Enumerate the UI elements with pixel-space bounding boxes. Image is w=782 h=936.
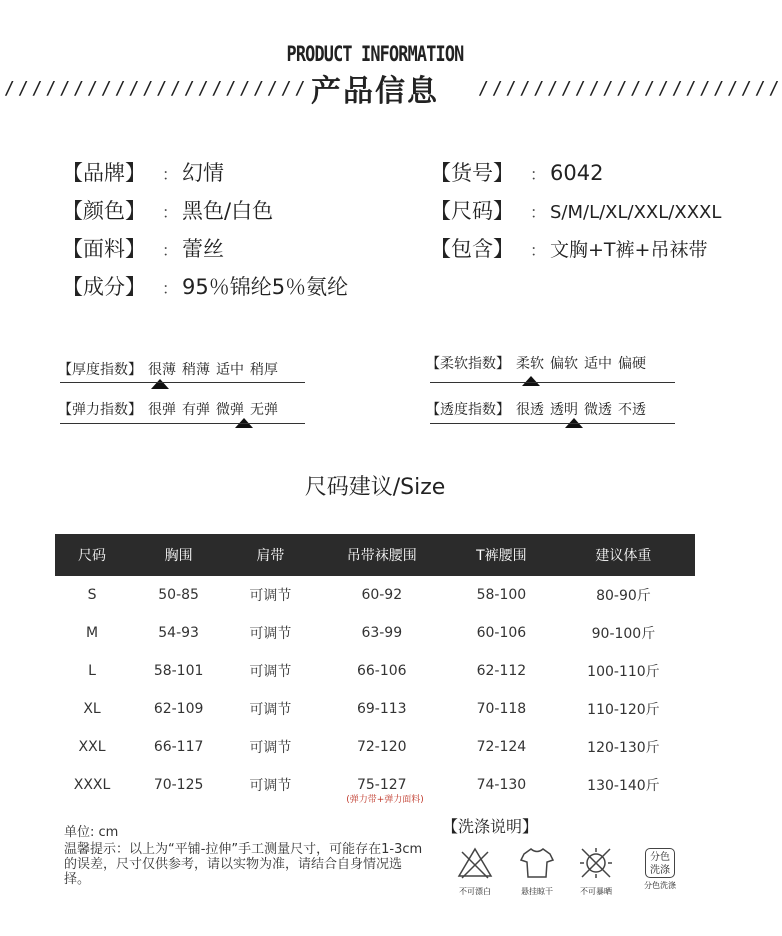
info-item-number [430,158,603,188]
index-name: 【柔软指数】 [426,356,510,372]
info-separator: ： [162,165,179,184]
info-value: 幻情 [182,161,224,185]
info-value: 文胸+T裤+吊袜带 [550,239,708,261]
index-option: 微透 [584,402,612,418]
table-cell: 70-125 [153,777,204,793]
header-cell: 尺码 [55,534,129,576]
title-chinese: 产品信息 [311,74,439,109]
info-label: 【货号】 [430,161,514,185]
wash-caption: 分色洗涤 [644,881,676,890]
wash-item [632,846,688,891]
table-cell: 58-100 [476,587,527,603]
table-row [55,690,695,728]
info-label: 【面料】 [62,237,146,261]
index-option: 很弹 [148,402,176,418]
index-marker-thickness [151,379,169,389]
info-label: 【颜色】 [62,199,146,223]
table-cell: 可调节 [249,778,292,794]
index-option: 偏软 [550,356,578,372]
table-cell: 可调节 [249,702,292,718]
table-cell: 110-120斤 [587,702,660,718]
table-cell: 130-140斤 [587,778,660,794]
table-cell: 90-100斤 [591,626,656,642]
table-cell: 63-99 [361,625,403,641]
header-cell: 胸围 [129,534,228,576]
info-includes [430,234,707,264]
info-separator: ： [530,203,547,222]
index-option: 柔软 [516,356,544,372]
table-cell: 50-85 [158,587,199,603]
index-line [430,382,675,383]
info-label: 【成分】 [62,275,146,299]
title-english: PRODUCT INFORMATION [286,42,464,66]
table-cell: 58-101 [153,663,204,679]
index-thickness [58,359,278,379]
table-cell: XXXL [73,777,111,793]
index-option: 有弹 [182,402,210,418]
table-row [55,652,695,690]
separate-wash-icon [645,848,675,878]
size-section-title: 尺码建议/Size [304,475,446,500]
wash-caption: 悬挂晾干 [521,887,553,896]
info-label: 【品牌】 [62,161,146,185]
info-color [62,196,273,226]
info-separator: ： [530,165,547,184]
table-row [55,728,695,766]
separate-wash-badge-text: 分色洗涤 [650,852,670,876]
decor-slashes-right: ////////////////////// [478,78,782,99]
size-table-header [55,534,695,576]
table-cell: 72-120 [356,739,407,755]
table-cell: 54-93 [158,625,199,641]
info-composition [62,272,348,302]
info-value: 黑色/白色 [182,199,274,223]
index-option: 微弹 [216,402,244,418]
info-value: S/M/L/XL/XXL/XXXL [550,202,722,223]
header-cell: T裤腰围 [451,534,552,576]
table-cell: 120-130斤 [587,740,660,756]
index-option: 很薄 [148,362,176,378]
index-line [430,423,675,424]
index-option: 不透 [618,402,646,418]
table-footnote: (弹力带+弹力面料) [346,795,424,805]
index-line [60,382,305,383]
tips-text: 温馨提示：以上为“平铺-拉伸”手工测量尺寸，可能存在1-3cm的误差，尺寸仅供参考，请以实物为准，请结合自身情况选择。 [64,842,423,887]
info-separator: ： [530,241,547,260]
header-cell: 建议体重 [552,534,695,576]
index-option: 偏硬 [618,356,646,372]
table-cell: S [87,587,97,603]
table-cell: 66-117 [153,739,204,755]
no-bleach-icon [456,846,494,880]
table-cell: 74-130 [476,777,527,793]
index-name: 【厚度指数】 [58,362,142,378]
index-option: 适中 [584,356,612,372]
table-cell: 66-106 [356,663,407,679]
table-cell: 75-127 [356,777,407,793]
index-option: 稍厚 [250,362,278,378]
table-cell: XL [83,701,101,717]
table-row [55,614,695,652]
table-cell: 可调节 [249,588,292,604]
index-transparency [426,399,646,419]
wash-caption: 不可暴晒 [580,887,612,896]
header-cell: 吊带袜腰围 [313,534,451,576]
table-cell: 60-92 [361,587,403,603]
index-name: 【弹力指数】 [58,402,142,418]
index-option: 透明 [550,402,578,418]
table-cell: 可调节 [249,626,292,642]
tips-block [64,825,424,887]
index-elasticity [58,399,278,419]
hang-dry-icon [518,846,556,880]
no-sun-icon [577,846,615,880]
info-value: 95％锦纶5％氨纶 [182,275,349,299]
unit-label: 单位: cm [64,825,119,840]
info-separator: ： [162,203,179,222]
info-label: 【尺码】 [430,199,514,223]
wash-item [447,846,503,897]
table-cell: 62-112 [476,663,527,679]
table-cell: M [85,625,99,641]
index-option: 稍薄 [182,362,210,378]
wash-title: 【洗涤说明】 [442,817,539,836]
table-cell: 72-124 [476,739,527,755]
table-cell: 69-113 [356,701,407,717]
table-cell: 可调节 [249,740,292,756]
table-cell: 可调节 [249,664,292,680]
index-option: 很透 [516,402,544,418]
wash-item [568,846,624,897]
info-value: 6042 [550,161,604,185]
wash-item [509,846,565,897]
table-cell: L [88,663,96,679]
table-cell: 60-106 [476,625,527,641]
table-cell: 62-109 [153,701,204,717]
wash-caption: 不可漂白 [459,887,491,896]
info-sizes [430,196,721,226]
table-row [55,576,695,614]
table-cell: 100-110斤 [587,664,660,680]
index-softness [426,353,646,373]
info-separator: ： [162,279,179,298]
decor-slashes-left: ////////////////////// [4,78,309,99]
index-option: 适中 [216,362,244,378]
info-brand [62,158,224,188]
info-label: 【包含】 [430,237,514,261]
table-cell: 70-118 [476,701,527,717]
info-separator: ： [162,241,179,260]
info-fabric [62,234,224,264]
table-cell: XXL [78,739,106,755]
table-cell: 80-90斤 [596,588,651,604]
index-line [60,423,305,424]
header-cell: 肩带 [228,534,313,576]
index-marker-softness [522,376,540,386]
size-table [55,534,695,804]
info-value: 蕾丝 [182,237,224,261]
index-option: 无弹 [250,402,278,418]
index-name: 【透度指数】 [426,402,510,418]
